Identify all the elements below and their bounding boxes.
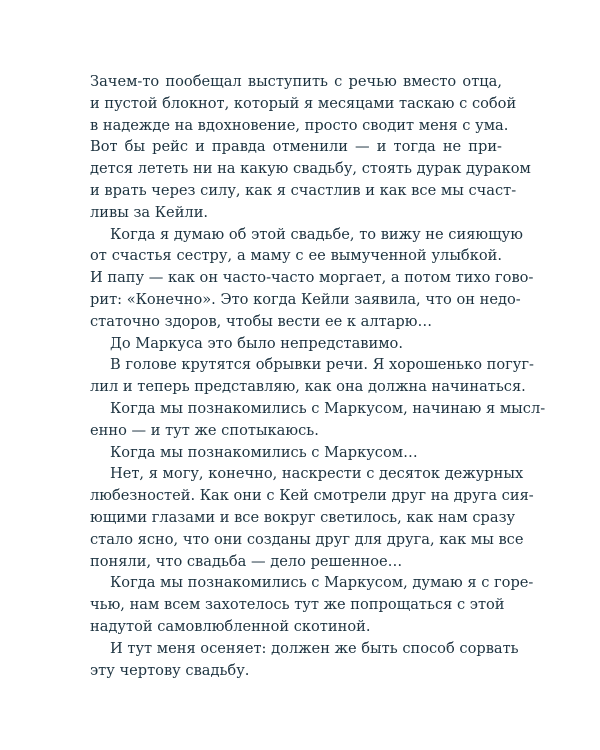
paragraph — [90, 463, 534, 572]
text-line: и врать через силу, как я счастлив и как все мы счаст- — [90, 181, 517, 199]
paragraph — [90, 572, 534, 637]
paragraph — [90, 333, 502, 355]
text-line: ливы за Кейли. — [90, 203, 209, 221]
text-line: рит: «Конечно». Это когда Кейли заявила, что он недо- — [90, 290, 521, 308]
paragraph — [90, 354, 534, 398]
text-line: До Маркуса это было непредставимо. — [110, 334, 403, 352]
text-line: дется лететь ни на какую свадьбу, стоять дурак дураком — [90, 160, 531, 178]
text-line: И папу — как он часто-часто моргает, а потом тихо гово- — [90, 269, 534, 287]
text-line: лил и теперь представляю, как она должна начинаться. — [90, 378, 526, 396]
text-line: любезностей. Как они с Кей смотрели друг на друга сия- — [90, 487, 534, 505]
paragraph — [90, 71, 531, 224]
text-line: ющими глазами и все вокруг светилось, как нам сразу — [90, 508, 516, 526]
text-line: Нет, я могу, конечно, наскрести с десяток дежурных — [110, 465, 524, 483]
text-line: Вот бы рейс и правда отменили — и тогда не при- — [90, 138, 502, 156]
text-line: Когда мы познакомились с Маркусом… — [110, 443, 418, 461]
text-line: Зачем-то пообещал выступить с речью вместо отца, — [90, 73, 502, 90]
paragraph — [90, 442, 502, 464]
paragraph — [90, 638, 519, 682]
text-line: Когда я думаю об этой свадьбе, то вижу не сияющую — [110, 225, 523, 243]
text-line: чью, нам всем захотелось тут же попрощаться с этой — [90, 596, 505, 614]
text-line: Когда мы познакомились с Маркусом, начинаю я мысл- — [110, 399, 546, 417]
text-line: и пустой блокнот, который я месяцами таскаю с собой — [90, 94, 517, 112]
text-line: от счастья сестру, а маму с ее вымученной улыбкой. — [90, 247, 502, 265]
text-line: В голове крутятся обрывки речи. Я хорошенько погуг- — [110, 356, 534, 374]
text-line: эту чертову свадьбу. — [90, 661, 250, 679]
paragraph — [90, 224, 534, 333]
body-text — [90, 71, 546, 681]
text-line: поняли, что свадьба — дело решенное… — [90, 552, 403, 570]
text-line: И тут меня осеняет: должен же быть способ сорвать — [110, 639, 519, 657]
text-line: в надежде на вдохновение, просто сводит меня с ума. — [90, 116, 509, 134]
text-line: енно — и тут же спотыкаюсь. — [90, 421, 319, 439]
text-line: стало ясно, что они созданы друг для друга, как мы все — [90, 530, 524, 548]
text-line: статочно здоров, чтобы вести ее к алтарю… — [90, 312, 433, 330]
paragraph — [90, 398, 546, 442]
text-line: надутой самовлюбленной скотиной. — [90, 617, 371, 635]
text-line: Когда мы познакомились с Маркусом, думаю я с горе- — [110, 574, 534, 592]
